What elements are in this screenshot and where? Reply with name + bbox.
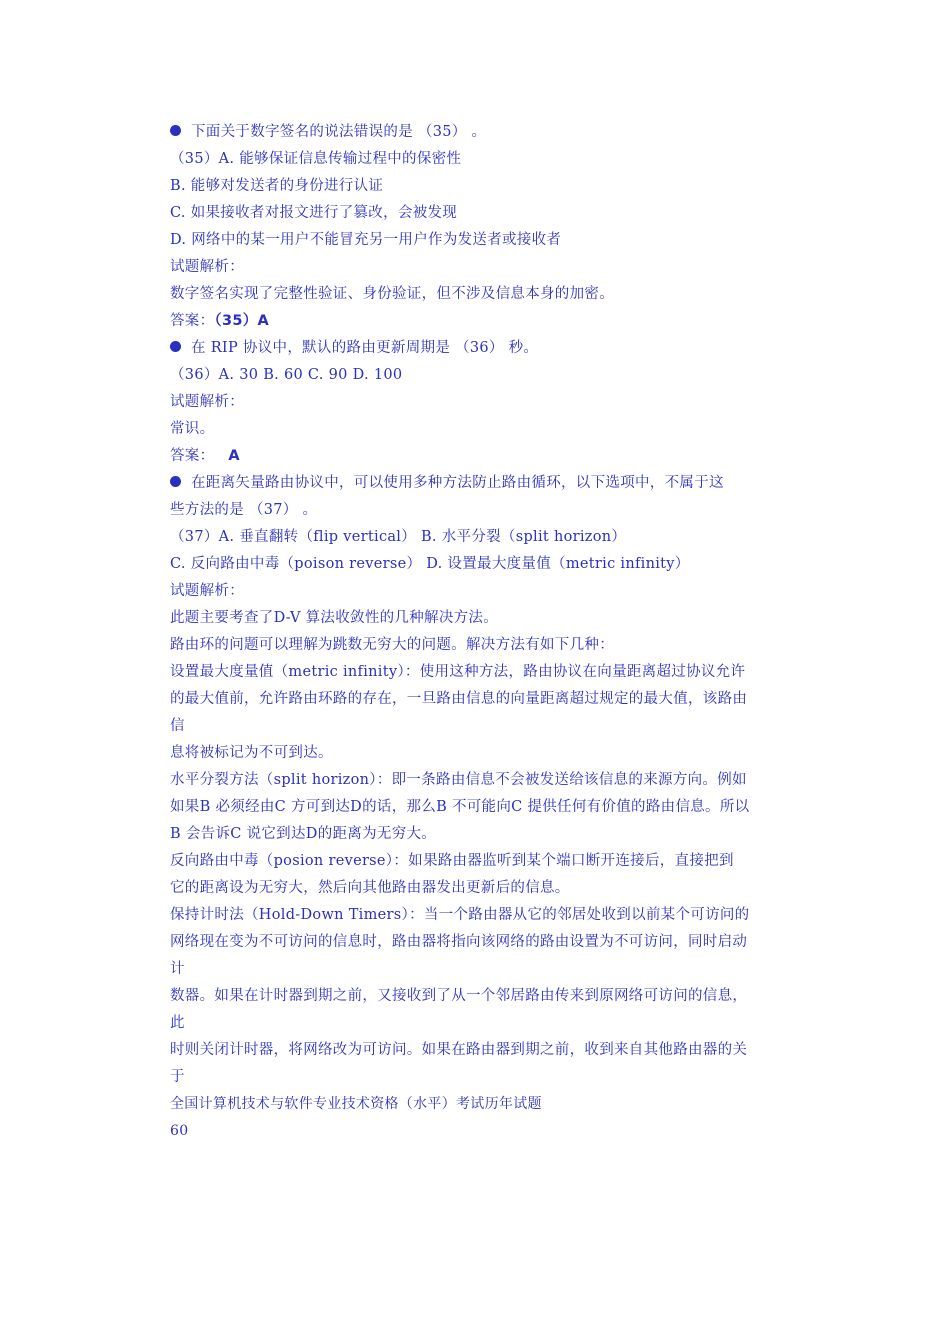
question-36-analysis: 常识。 <box>170 421 215 437</box>
bullet-icon <box>170 125 181 136</box>
question-35-stem: 下面关于数字签名的说法错误的是 （35） 。 <box>170 122 486 142</box>
analysis-line: 此 <box>170 1015 185 1031</box>
page-number: 60 <box>170 1123 189 1139</box>
analysis-line: 息将被标记为不可到达。 <box>170 745 333 761</box>
question-35-option-a: （35）A. 能够保证信息传输过程中的保密性 <box>170 151 462 167</box>
analysis-line: 如果B 必须经由C 方可到达D的话，那么B 不可能向C 提供任何有价值的路由信息。所以 <box>170 799 750 815</box>
question-37-analysis-label: 试题解析： <box>170 583 244 599</box>
analysis-line: 反向路由中毒（posion reverse）：如果路由器监听到某个端口断开连接后，直接把到 <box>170 853 734 869</box>
analysis-line: B 会告诉C 说它到达D的距离为无穷大。 <box>170 826 437 842</box>
analysis-line: 设置最大度量值（metric infinity）：使用这种方法，路由协议在向量距离超过协议允许 <box>170 664 746 680</box>
analysis-line: 于 <box>170 1069 185 1085</box>
analysis-line: 它的距离设为无穷大，然后向其他路由器发出更新后的信息。 <box>170 880 570 896</box>
question-36-stem: 在 RIP 协议中，默认的路由更新周期是 （36） 秒。 <box>170 338 538 358</box>
analysis-line: 数器。如果在计时器到期之前，又接收到了从一个邻居路由传来到原网络可访问的信息， <box>170 988 748 1004</box>
question-35-analysis-label: 试题解析： <box>170 259 244 275</box>
footer-title: 全国计算机技术与软件专业技术资格（水平）考试历年试题 <box>170 1096 542 1112</box>
answer-label: 答案： <box>170 448 215 464</box>
analysis-line: 此题主要考查了D-V 算法收敛性的几种解决方法。 <box>170 610 499 626</box>
question-37-stem-line2: 些方法的是 （37） 。 <box>170 502 318 518</box>
question-36-options: （36）A. 30 B. 60 C. 90 D. 100 <box>170 367 403 383</box>
analysis-line: 时则关闭计时器，将网络改为可访问。如果在路由器到期之前，收到来自其他路由器的关 <box>170 1042 748 1058</box>
answer-value: A <box>228 448 240 464</box>
analysis-line: 保持计时法（Hold-Down Timers）：当一个路由器从它的邻居处收到以前某个可访问的 <box>170 907 750 923</box>
question-35-option-c: C. 如果接收者对报文进行了篡改，会被发现 <box>170 205 458 221</box>
analysis-line: 的最大值前，允许路由环路的存在，一旦路由信息的向量距离超过规定的最大值，该路由 <box>170 691 748 707</box>
analysis-line: 信 <box>170 718 185 734</box>
answer-label: 答案： <box>170 313 215 329</box>
analysis-line: 计 <box>170 961 185 977</box>
question-35-answer <box>170 311 269 331</box>
question-36-analysis-label: 试题解析： <box>170 394 244 410</box>
analysis-line: 路由环的问题可以理解为跳数无穷大的问题。解决方法有如下几种： <box>170 637 614 653</box>
question-37-options-line2: C. 反向路由中毒（poison reverse） D. 设置最大度量值（metric infinity） <box>170 556 690 572</box>
bullet-icon <box>170 341 181 352</box>
question-35-option-b: B. 能够对发送者的身份进行认证 <box>170 178 384 194</box>
analysis-line: 网络现在变为不可访问的信息时，路由器将指向该网络的路由设置为不可访问，同时启动 <box>170 934 748 950</box>
question-35-analysis: 数字签名实现了完整性验证、身份验证，但不涉及信息本身的加密。 <box>170 286 614 302</box>
question-37-options-line1: （37）A. 垂直翻转（flip vertical） B. 水平分裂（split horizon） <box>170 529 627 545</box>
answer-value: （35）A <box>214 313 270 329</box>
question-35-option-d: D. 网络中的某一用户不能冒充另一用户作为发送者或接收者 <box>170 232 562 248</box>
question-37-stem-line1: 在距离矢量路由协议中，可以使用多种方法防止路由循环，以下选项中，不属于这 <box>170 473 724 493</box>
bullet-icon <box>170 476 181 487</box>
analysis-line: 水平分裂方法（split horizon）：即一条路由信息不会被发送给该信息的来源方向。例如 <box>170 772 747 788</box>
question-36-answer <box>170 446 240 466</box>
